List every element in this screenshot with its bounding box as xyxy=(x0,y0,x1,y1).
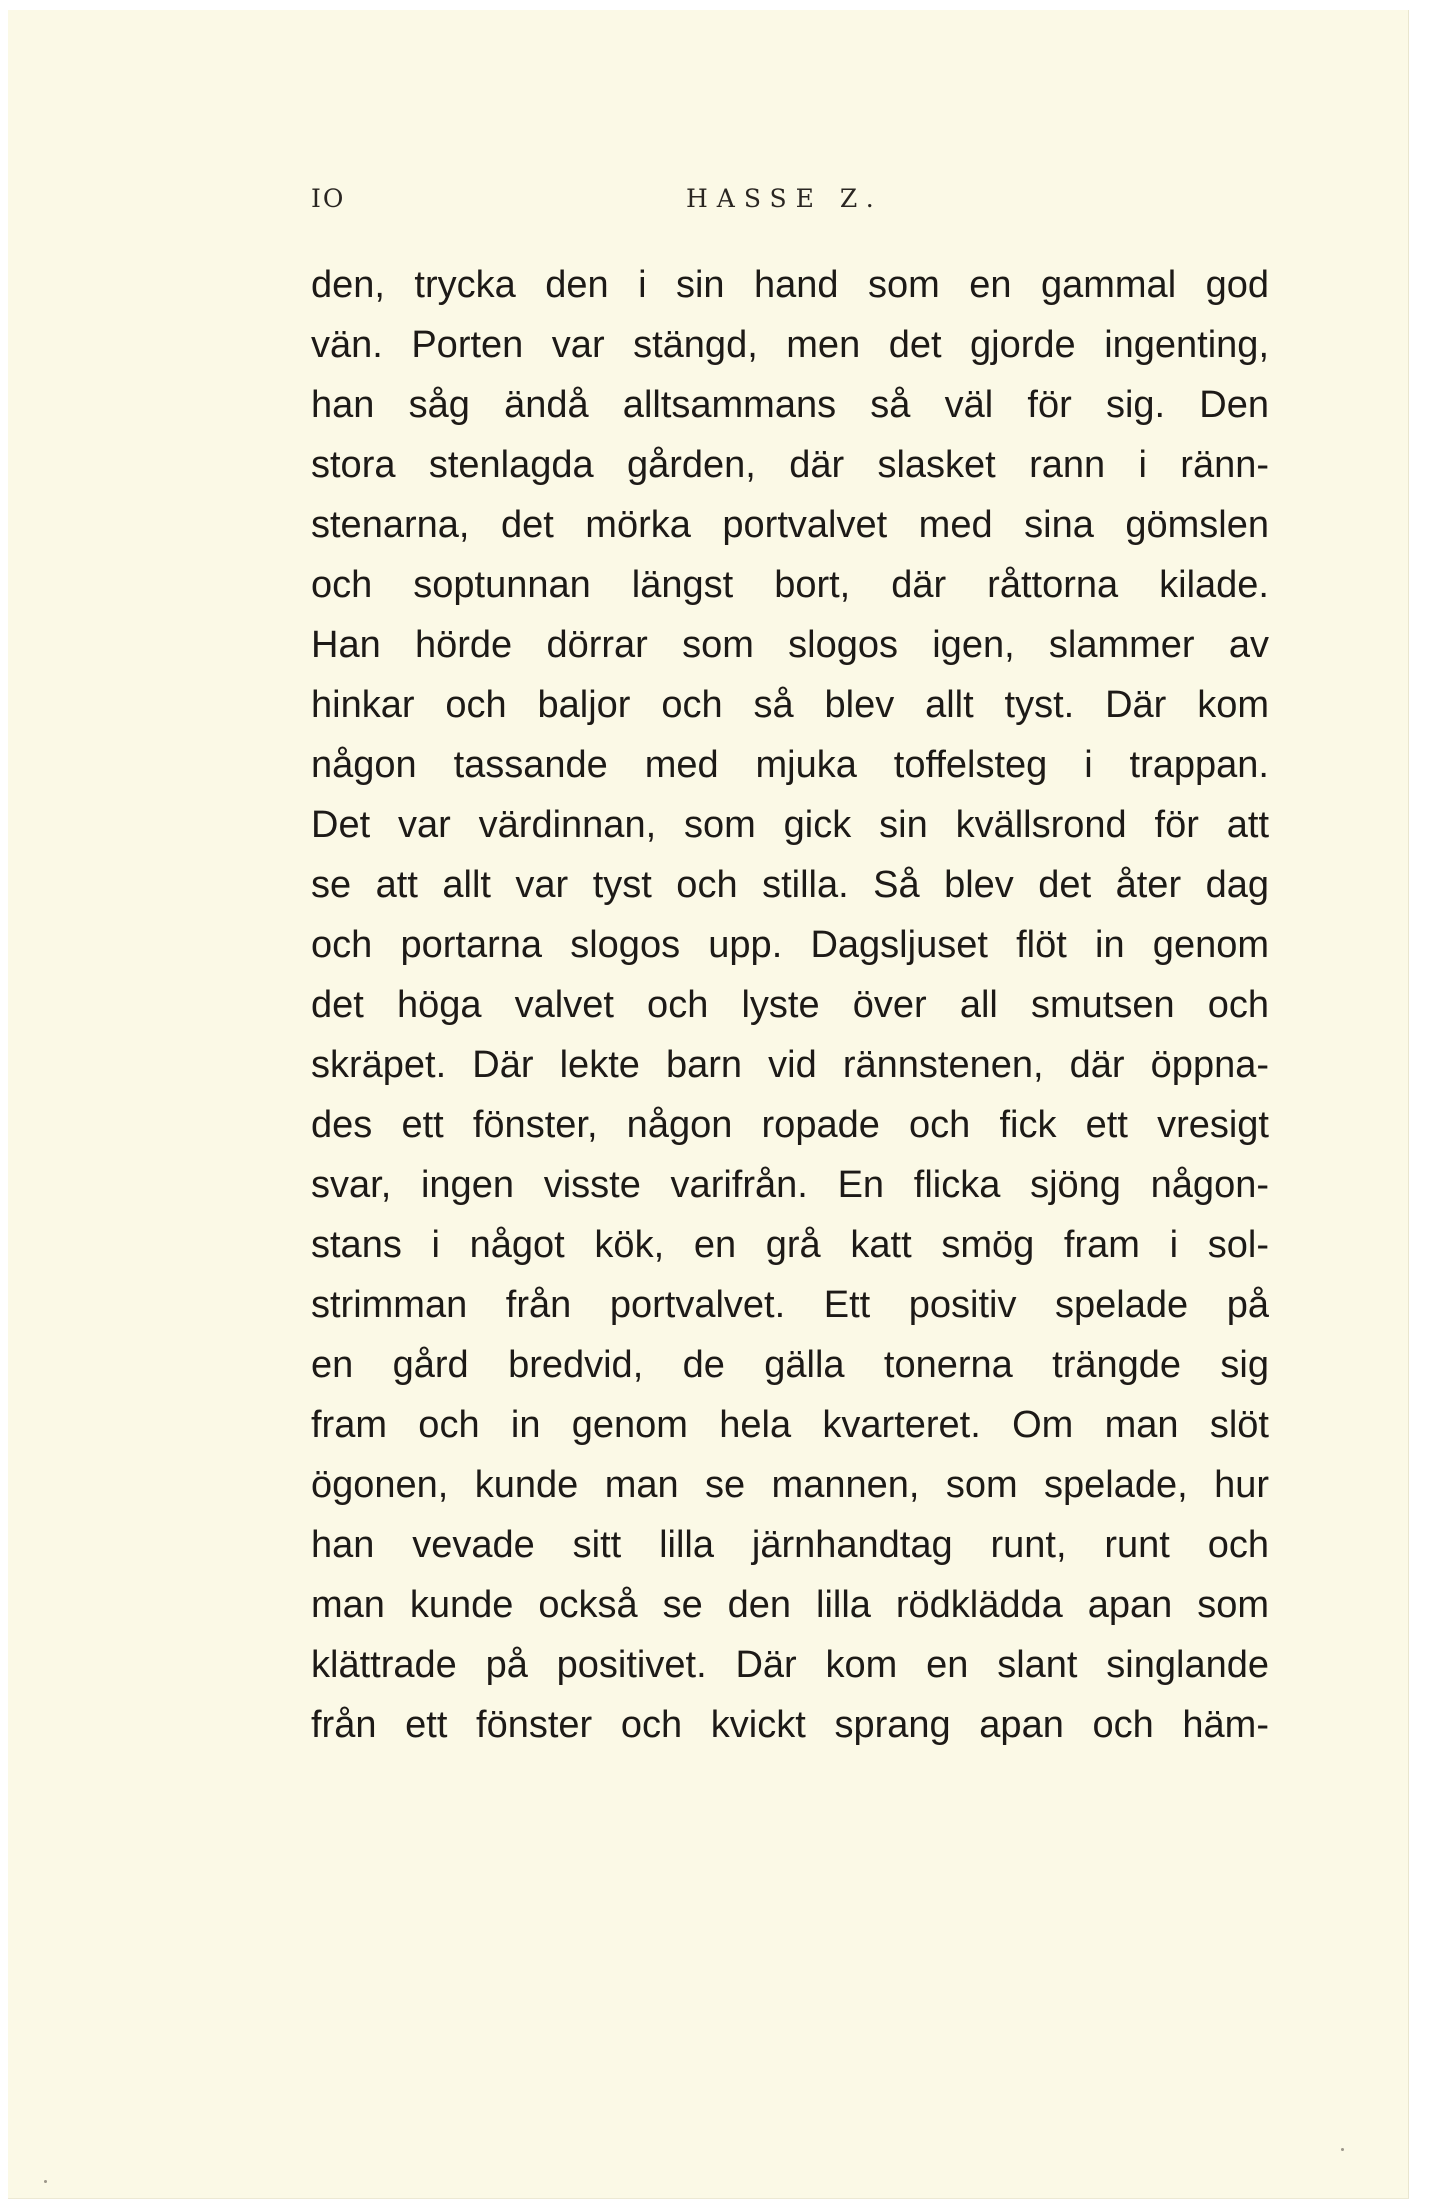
text-line: den, trycka den i sin hand som en gammal god xyxy=(311,264,1269,306)
book-page xyxy=(8,10,1409,2199)
text-line: han vevade sitt lilla järnhandtag runt, runt och xyxy=(311,1524,1269,1566)
text-line: vän. Porten var stängd, men det gjorde ingenting, xyxy=(311,324,1269,366)
text-line: fram och in genom hela kvarteret. Om man slöt xyxy=(311,1404,1269,1446)
text-line: stora stenlagda gården, där slasket rann i ränn- xyxy=(311,444,1269,486)
text-line: och soptunnan längst bort, där råttorna kilade. xyxy=(311,564,1269,606)
text-line: stans i något kök, en grå katt smög fram i sol- xyxy=(311,1224,1269,1266)
body-text xyxy=(311,255,1269,1755)
text-line: från ett fönster och kvickt sprang apan och häm- xyxy=(311,1704,1269,1746)
text-line: skräpet. Där lekte barn vid rännstenen, där öppna- xyxy=(311,1044,1269,1086)
text-line: klättrade på positivet. Där kom en slant singlande xyxy=(311,1644,1269,1686)
text-line: ögonen, kunde man se mannen, som spelade, hur xyxy=(311,1464,1269,1506)
text-line: det höga valvet och lyste över all smutsen och xyxy=(311,984,1269,1026)
running-title: HASSE Z. xyxy=(686,184,883,213)
text-line: Han hörde dörrar som slogos igen, slammer av xyxy=(311,624,1269,666)
text-line: och portarna slogos upp. Dagsljuset flöt in genom xyxy=(311,924,1269,966)
text-line: des ett fönster, någon ropade och fick ett vresigt xyxy=(311,1104,1269,1146)
text-line: se att allt var tyst och stilla. Så blev det åter dag xyxy=(311,864,1269,906)
text-line: Det var värdinnan, som gick sin kvällsrond för att xyxy=(311,804,1269,846)
page-number: IO xyxy=(311,184,346,213)
text-line: strimman från portvalvet. Ett positiv spelade på xyxy=(311,1284,1269,1326)
text-line: svar, ingen visste varifrån. En flicka sjöng någon- xyxy=(311,1164,1269,1206)
text-line: stenarna, det mörka portvalvet med sina gömslen xyxy=(311,504,1269,546)
text-line: man kunde också se den lilla rödklädda apan som xyxy=(311,1584,1269,1626)
text-line: hinkar och baljor och så blev allt tyst. Där kom xyxy=(311,684,1269,726)
running-head xyxy=(8,184,1408,224)
paper-speck xyxy=(44,2180,47,2183)
text-line: en gård bredvid, de gälla tonerna trängde sig xyxy=(311,1344,1269,1386)
text-line: någon tassande med mjuka toffelsteg i trappan. xyxy=(311,744,1269,786)
paper-speck xyxy=(1341,2148,1344,2151)
text-line: han såg ändå alltsammans så väl för sig. Den xyxy=(311,384,1269,426)
